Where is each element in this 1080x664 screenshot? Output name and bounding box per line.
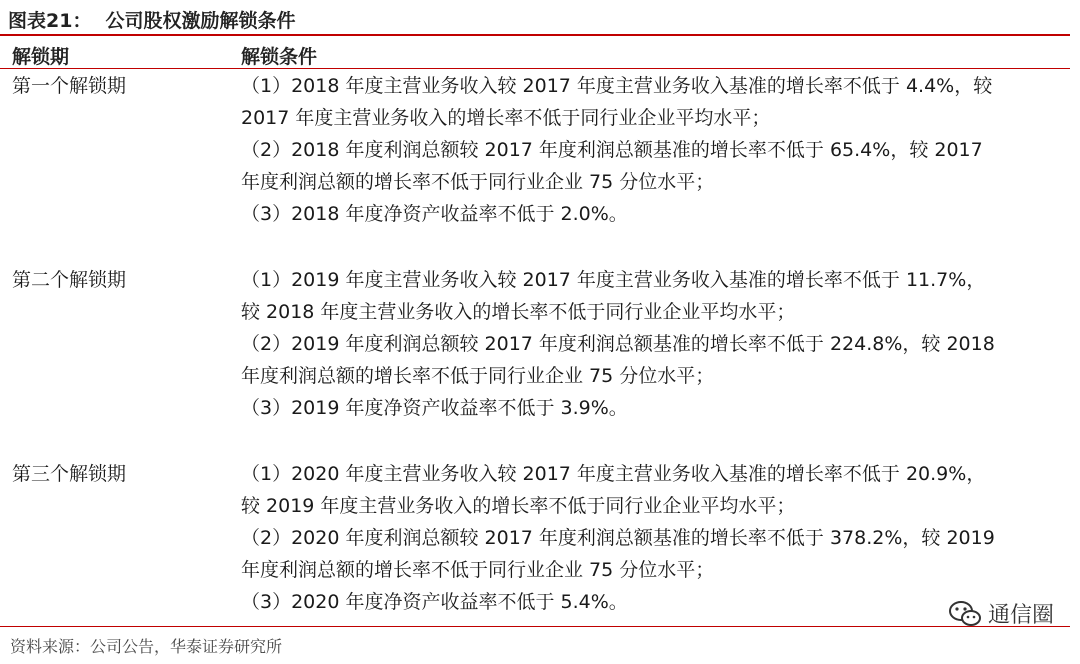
figure-title: [8, 6, 295, 33]
period-name: 第一个解锁期: [12, 75, 127, 97]
wechat-icon: [948, 600, 982, 628]
watermark-text: 通信圈: [987, 603, 1054, 628]
condition-line: （2）2020 年度利润总额较 2017 年度利润总额基准的增长率不低于 378.2%，较 2019: [241, 527, 995, 549]
condition-line: 较 2019 年度主营业务收入的增长率不低于同行业企业平均水平；: [241, 495, 796, 517]
table-header: [0, 40, 1070, 68]
period-conditions: [241, 264, 1071, 424]
bottom-rule: [0, 626, 1070, 627]
figure-label: 图表21：: [8, 10, 92, 32]
header-conditions: 解锁条件: [241, 46, 318, 68]
condition-line: （3）2020 年度净资产收益率不低于 5.4%。: [241, 591, 628, 613]
condition-line: （2）2018 年度利润总额较 2017 年度利润总额基准的增长率不低于 65.4%，较 2017: [241, 139, 983, 161]
source-note: 资料来源：公司公告，华泰证券研究所: [10, 637, 283, 656]
period-conditions: [241, 70, 1071, 230]
condition-line: 年度利润总额的增长率不低于同行业企业 75 分位水平；: [241, 559, 715, 581]
period-name: 第二个解锁期: [12, 269, 127, 291]
figure-title-text: 公司股权激励解锁条件: [105, 10, 296, 32]
header-period: 解锁期: [12, 46, 70, 68]
watermark: [948, 598, 1054, 629]
condition-line: （3）2019 年度净资产收益率不低于 3.9%。: [241, 397, 628, 419]
condition-line: （1）2020 年度主营业务收入较 2017 年度主营业务收入基准的增长率不低于 20.9%，: [241, 463, 986, 485]
condition-line: （3）2018 年度净资产收益率不低于 2.0%。: [241, 203, 628, 225]
condition-line: 较 2018 年度主营业务收入的增长率不低于同行业企业平均水平；: [241, 301, 796, 323]
condition-line: （1）2018 年度主营业务收入较 2017 年度主营业务收入基准的增长率不低于 4.4%，较: [241, 75, 993, 97]
condition-line: 年度利润总额的增长率不低于同行业企业 75 分位水平；: [241, 171, 715, 193]
condition-line: 2017 年度主营业务收入的增长率不低于同行业企业平均水平；: [241, 107, 771, 129]
condition-line: 年度利润总额的增长率不低于同行业企业 75 分位水平；: [241, 365, 715, 387]
top-rule: [0, 34, 1070, 36]
header-rule: [0, 68, 1070, 69]
condition-line: （2）2019 年度利润总额较 2017 年度利润总额基准的增长率不低于 224.8%，较 2018: [241, 333, 995, 355]
condition-line: （1）2019 年度主营业务收入较 2017 年度主营业务收入基准的增长率不低于 11.7%，: [241, 269, 986, 291]
period-name: 第三个解锁期: [12, 463, 127, 485]
period-conditions: [241, 458, 1071, 618]
